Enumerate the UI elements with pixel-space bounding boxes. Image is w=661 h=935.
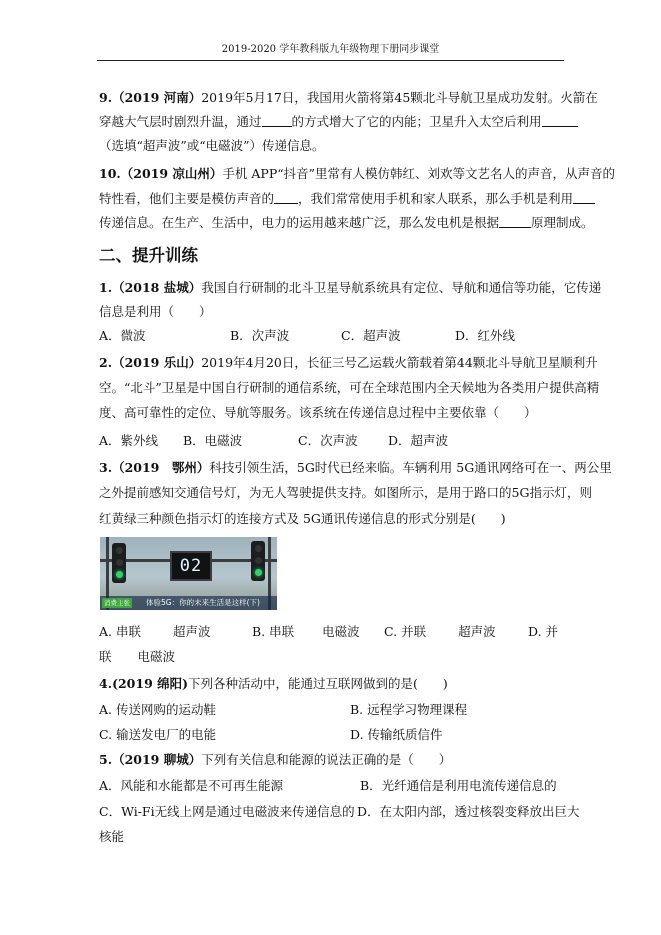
- q10-line-3: [99, 214, 594, 232]
- q10-source: （2019 凉山州）: [120, 166, 223, 181]
- q3-option-a-value: 超声波: [172, 624, 211, 639]
- green-lamp-left: [116, 571, 123, 578]
- q9-blank-1[interactable]: [262, 114, 292, 127]
- q2-line-3: [99, 404, 569, 422]
- green-lamp-right: [255, 569, 262, 576]
- q2-text-3: 度、高可靠性的定位、导航等服务。该系统在传递信息过程中主要依靠（ ）: [99, 405, 537, 420]
- q10-text-2b: ，我们常常使用手机和家人联系，那么手机是利用: [298, 191, 574, 206]
- q2-number: 2.: [99, 355, 113, 370]
- q10-number: 10.: [99, 166, 121, 181]
- q1-number: 1.: [99, 280, 113, 295]
- q2-text-1: 2019年4月20日，长征三号乙运载火箭载着第44颗北斗导航卫星顺利升: [201, 355, 598, 370]
- page-header: 2019-2020 学年教科版九年级物理下册同步课堂: [221, 44, 440, 55]
- q5-source: （2019 聊城）: [112, 752, 202, 767]
- q9-blank-2[interactable]: [542, 114, 578, 127]
- q5-text-1: 下列有关信息和能源的说法正确的是（ ）: [201, 752, 452, 767]
- left-signal: [112, 543, 126, 583]
- q3-option-d-value: 电磁波: [137, 649, 176, 664]
- q3-option-b-value: 电磁波: [322, 624, 360, 639]
- q2-text-2: 空。“北斗”卫星是中国自行研制的通信系统，可在全球范围内全天候地为各类用户提供高精: [99, 380, 600, 395]
- q1-line-2: [99, 303, 569, 321]
- q5-number: 5.: [99, 752, 113, 767]
- yellow-lamp-right: [255, 557, 262, 564]
- q4-source: (2019 绵阳): [112, 676, 189, 691]
- q10-blank-3[interactable]: [499, 215, 531, 228]
- countdown-display: 02: [170, 551, 212, 581]
- q3-option-c-label: C. 并联: [384, 624, 427, 639]
- q2-option-d[interactable]: D．超声波: [388, 433, 449, 448]
- q5-option-c[interactable]: C．Wi-Fi无线上网是通过电磁波来传递信息的: [99, 804, 355, 819]
- q10-text-3b: 原理制成。: [531, 215, 594, 230]
- q3-line-1: [99, 459, 612, 477]
- q2-line-1: [99, 354, 598, 372]
- q9-text-2b: 的方式增大了它的内能；卫星升入太空后利用: [291, 114, 542, 129]
- q9-text-2a: 穿越大气层时剧烈升温，通过: [99, 114, 262, 129]
- q9-text-3: （选填“超声波”或“电磁波”）传递信息。: [99, 138, 325, 153]
- q5-option-b[interactable]: B．光纤通信是利用电流传递信息的: [360, 778, 557, 793]
- q10-text-3a: 传递信息。在生产、生活中，电力的运用越来越广泛，那么发电机是根据: [99, 215, 500, 230]
- q3-option-d-continued[interactable]: [99, 648, 175, 666]
- q3-option-d-cont-label: 联: [99, 649, 112, 664]
- q3-option-c[interactable]: [384, 623, 496, 641]
- section-title: 二、提升训练: [99, 246, 198, 265]
- q3-option-b[interactable]: [252, 623, 360, 641]
- q2-option-a[interactable]: A．紫外线: [99, 433, 159, 448]
- q3-text-2: 之外提前感知交通信号灯，为无人驾驶提供支持。如图所示，是用于路口的5G指示灯，则: [99, 485, 592, 500]
- header-rule: [97, 60, 564, 61]
- right-signal: [251, 541, 265, 581]
- q5-option-d[interactable]: D．在太阳内部，透过核裂变释放出巨大: [357, 804, 580, 819]
- q3-option-a-label: A. 串联: [99, 624, 141, 639]
- q4-option-b[interactable]: B. 远程学习物理课程: [350, 702, 468, 717]
- q4-option-a[interactable]: A. 传送网购的运动鞋: [99, 702, 216, 717]
- q4-option-d[interactable]: D. 传输纸质信件: [350, 727, 443, 742]
- q3-option-d[interactable]: [528, 623, 558, 641]
- q3-text-3: 红黄绿三种颜色指示灯的连接方式及 5G通讯传递信息的形式分别是( ): [99, 511, 506, 526]
- q2-source: （2019 乐山）: [112, 355, 202, 370]
- q5-line-1: [99, 751, 569, 769]
- q3-option-d-label: D. 并: [528, 624, 559, 639]
- program-tag: 消费主张: [104, 599, 130, 607]
- q3-option-c-value: 超声波: [458, 624, 496, 639]
- q10-line-2: [99, 190, 574, 208]
- q3-option-b-label: B. 串联: [252, 624, 295, 639]
- q10-blank-2[interactable]: [573, 191, 595, 204]
- q3-text-1: 科技引领生活，5G时代已经来临。车辆利用 5G通讯网络可在一、两公里: [209, 460, 612, 475]
- red-lamp-left: [116, 547, 123, 554]
- q1-option-d[interactable]: D．红外线: [455, 328, 516, 343]
- q2-line-2: [99, 379, 600, 397]
- q1-option-a[interactable]: A．微波: [99, 328, 146, 343]
- q4-line-1: [99, 675, 569, 693]
- q9-number: 9.: [99, 90, 113, 105]
- q9-line-1: [99, 89, 598, 107]
- q1-option-c[interactable]: C．超声波: [341, 328, 401, 343]
- q10-text-2a: 特性看，他们主要是模仿声音的: [99, 191, 275, 206]
- q4-number: 4.: [99, 676, 113, 691]
- q9-source: （2019 河南）: [112, 90, 202, 105]
- q2-option-b[interactable]: B．电磁波: [183, 433, 243, 448]
- q1-option-b[interactable]: B．次声波: [230, 328, 290, 343]
- q9-text-1: 2019年5月17日，我国用火箭将第45颗北斗导航卫星成功发射。火箭在: [201, 90, 598, 105]
- q1-line-1: [99, 279, 602, 297]
- q5-option-a[interactable]: A．风能和水能都是不可再生能源: [99, 778, 284, 793]
- q2-option-c[interactable]: C．次声波: [298, 433, 358, 448]
- yellow-lamp-left: [116, 559, 123, 566]
- q3-line-2: [99, 484, 592, 502]
- q9-line-3: [99, 137, 569, 155]
- red-lamp-right: [255, 545, 262, 552]
- q3-number: 3.: [99, 460, 113, 475]
- q1-text-2: 信息是利用（ ）: [99, 304, 212, 319]
- caption-text: 体验5G：你的未来生活是这样(下): [146, 598, 260, 607]
- q4-option-c[interactable]: C. 输送发电厂的电能: [99, 727, 217, 742]
- q9-line-2: [99, 113, 569, 131]
- q3-source: （2019 鄂州）: [112, 460, 210, 475]
- q10-line-1: [99, 165, 616, 183]
- q10-blank-1[interactable]: [274, 191, 298, 204]
- q1-source: （2018 盐城）: [112, 280, 202, 295]
- q5-option-d-continued: 核能: [99, 829, 125, 844]
- q10-text-1: 手机 APP“抖音”里常有人模仿韩红、刘欢等文艺名人的声音，从声音的: [222, 166, 616, 181]
- q1-text-1: 我国自行研制的北斗卫星导航系统具有定位、导航和通信等功能，它传递: [201, 280, 602, 295]
- q3-line-3: [99, 510, 569, 528]
- traffic-light-photo: [100, 537, 277, 610]
- q4-text-1: 下列各种活动中，能通过互联网做到的是( ): [188, 676, 448, 691]
- q3-option-a[interactable]: [99, 623, 211, 641]
